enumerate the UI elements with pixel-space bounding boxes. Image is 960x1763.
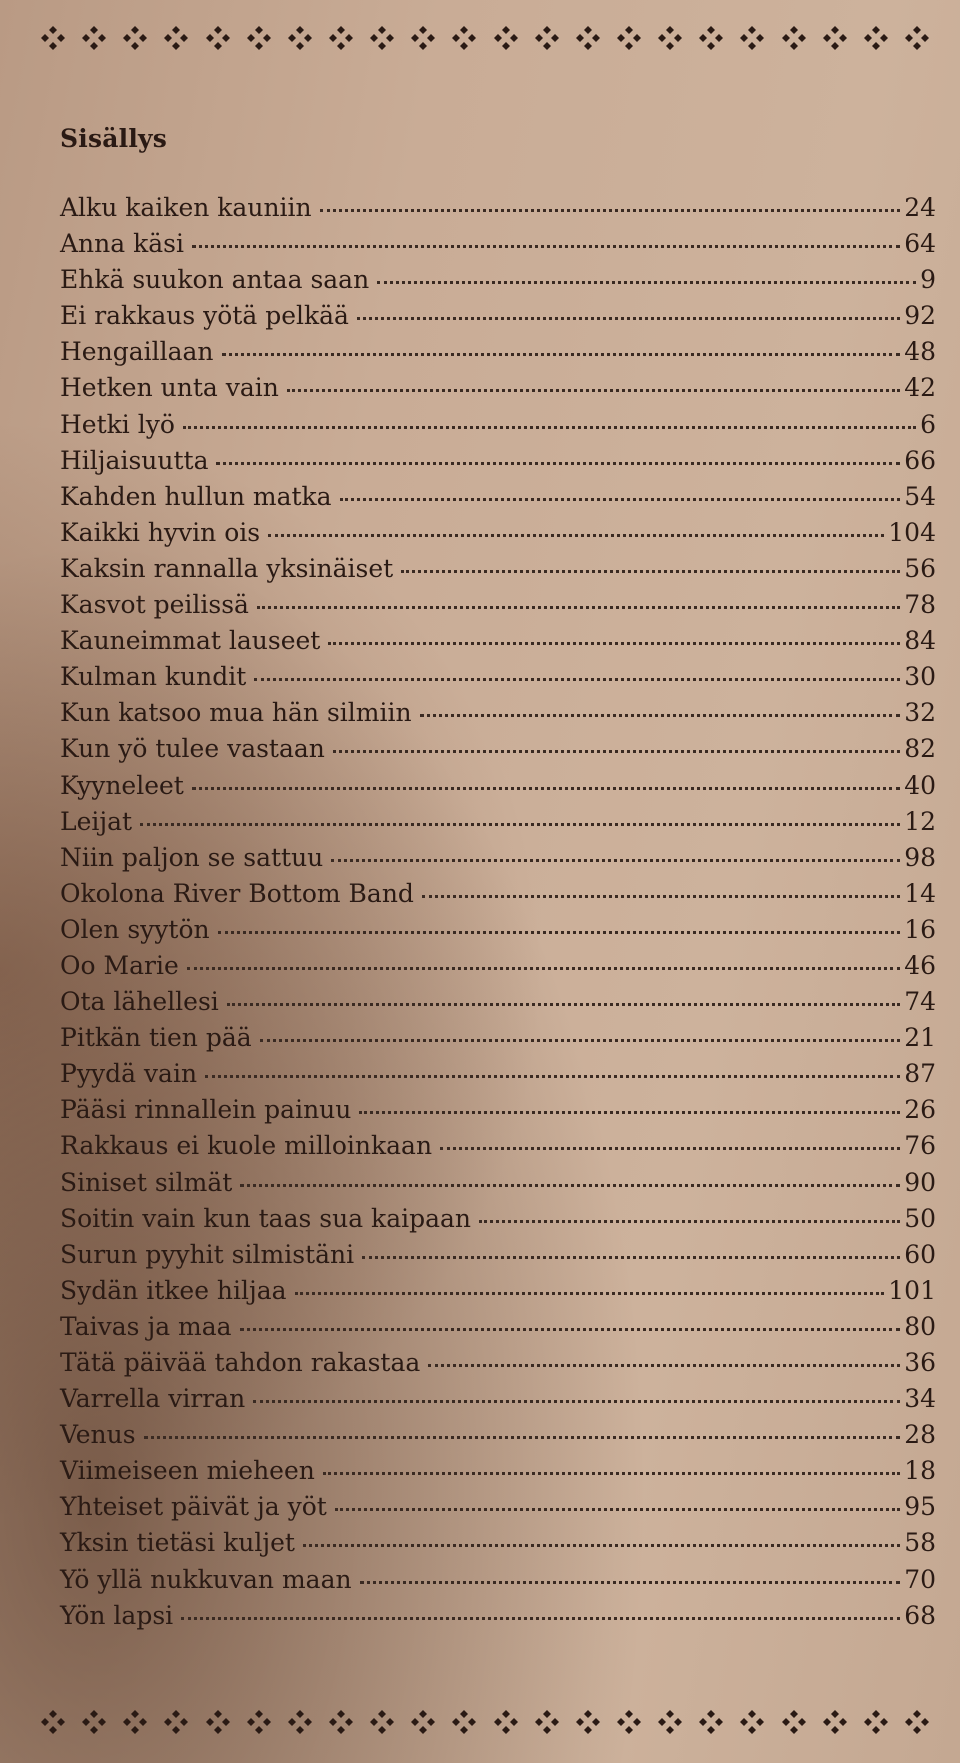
toc-entry-page-number: 48 <box>904 337 936 367</box>
four-diamond-cluster-icon <box>81 1709 107 1735</box>
toc-entry <box>60 840 936 876</box>
toc-entry-title: Olen syytön <box>60 914 210 944</box>
toc-entry <box>60 334 936 370</box>
four-diamond-cluster-icon <box>369 1709 395 1735</box>
toc-entry-title: Ehkä suukon antaa saan <box>60 265 370 295</box>
toc-entry <box>60 262 936 298</box>
dot-leader <box>227 1003 900 1006</box>
dot-leader <box>216 462 900 465</box>
toc-entry-title: Kun katsoo mua hän silmiin <box>60 698 412 728</box>
dot-leader <box>192 787 900 790</box>
bottom-ornament-border <box>40 1702 930 1742</box>
toc-entry <box>60 1056 936 1092</box>
four-diamond-cluster-icon <box>40 1709 66 1735</box>
table-of-contents <box>60 190 936 1634</box>
toc-entry <box>60 659 936 695</box>
toc-entry <box>60 948 936 984</box>
page-title: Sisällys <box>60 124 168 153</box>
toc-entry-title: Venus <box>60 1420 136 1450</box>
toc-entry <box>60 1598 936 1634</box>
toc-entry <box>60 768 936 804</box>
toc-entry-title: Hetki lyö <box>60 409 175 439</box>
toc-entry-title: Hiljaisuutta <box>60 445 209 475</box>
four-diamond-cluster-icon <box>205 1709 231 1735</box>
dot-leader <box>240 1328 901 1331</box>
dot-leader <box>362 1256 900 1259</box>
dot-leader <box>144 1436 901 1439</box>
dot-leader <box>187 967 900 970</box>
toc-entry-title: Taivas ja maa <box>60 1311 232 1341</box>
dot-leader <box>303 1544 900 1547</box>
toc-entry-page-number: 28 <box>904 1420 936 1450</box>
toc-entry-title: Kun yö tulee vastaan <box>60 734 325 764</box>
toc-entry-page-number: 30 <box>904 662 936 692</box>
four-diamond-cluster-icon <box>328 25 354 51</box>
toc-entry-title: Surun pyyhit silmistäni <box>60 1239 355 1269</box>
toc-entry-page-number: 26 <box>904 1095 936 1125</box>
toc-entry-title: Sydän itkee hiljaa <box>60 1275 287 1305</box>
toc-entry <box>60 1381 936 1417</box>
dot-leader <box>218 931 901 934</box>
dot-leader <box>479 1220 900 1223</box>
toc-entry-title: Soitin vain kun taas sua kaipaan <box>60 1203 472 1233</box>
four-diamond-cluster-icon <box>328 1709 354 1735</box>
dot-leader <box>377 281 916 284</box>
toc-entry-page-number: 64 <box>904 229 936 259</box>
four-diamond-cluster-icon <box>904 25 930 51</box>
four-diamond-cluster-icon <box>122 1709 148 1735</box>
four-diamond-cluster-icon <box>493 25 519 51</box>
dot-leader <box>192 245 900 248</box>
toc-entry <box>60 515 936 551</box>
dot-leader <box>268 534 884 537</box>
toc-entry-title: Niin paljon se sattuu <box>60 842 324 872</box>
toc-entry-title: Tätä päivää tahdon rakastaa <box>60 1348 421 1377</box>
toc-entry-page-number: 50 <box>904 1203 936 1233</box>
top-ornament-border <box>40 18 930 58</box>
four-diamond-cluster-icon <box>739 1709 765 1735</box>
toc-entry-title: Anna käsi <box>60 229 184 259</box>
toc-entry-page-number: 98 <box>904 842 936 872</box>
toc-entry-title: Yksin tietäsi kuljet <box>60 1528 295 1558</box>
dot-leader <box>205 1075 900 1078</box>
toc-entry-page-number: 87 <box>904 1059 936 1089</box>
toc-entry-page-number: 101 <box>888 1275 936 1305</box>
four-diamond-cluster-icon <box>163 25 189 51</box>
toc-entry-page-number: 12 <box>904 806 936 836</box>
four-diamond-cluster-icon <box>534 1709 560 1735</box>
toc-entry-page-number: 84 <box>904 626 936 656</box>
toc-entry-title: Kasvot peilissä <box>60 590 249 620</box>
four-diamond-cluster-icon <box>369 25 395 51</box>
four-diamond-cluster-icon <box>410 1709 436 1735</box>
four-diamond-cluster-icon <box>616 25 642 51</box>
four-diamond-cluster-icon <box>246 1709 272 1735</box>
dot-leader <box>422 895 900 898</box>
dot-leader <box>183 426 916 429</box>
four-diamond-cluster-icon <box>246 25 272 51</box>
four-diamond-cluster-icon <box>657 1709 683 1735</box>
toc-entry-title: Hetken unta vain <box>60 373 279 403</box>
toc-entry-title: Yö yllä nukkuvan maan <box>60 1564 352 1594</box>
four-diamond-cluster-icon <box>822 25 848 51</box>
toc-entry-page-number: 14 <box>904 878 936 908</box>
toc-entry <box>60 443 936 479</box>
toc-entry-title: Kaksin rannalla yksinäiset <box>60 553 394 583</box>
toc-entry-title: Pitkän tien pää <box>60 1023 252 1053</box>
toc-entry <box>60 804 936 840</box>
dot-leader <box>420 714 901 717</box>
toc-entry-title: Yön lapsi <box>60 1600 174 1630</box>
toc-entry-page-number: 42 <box>904 373 936 403</box>
toc-entry <box>60 1128 936 1164</box>
toc-entry <box>60 226 936 262</box>
toc-entry <box>60 1273 936 1309</box>
toc-entry <box>60 695 936 731</box>
toc-entry <box>60 479 936 515</box>
toc-entry-title: Pyydä vain <box>60 1059 198 1089</box>
four-diamond-cluster-icon <box>781 1709 807 1735</box>
toc-entry-title: Yhteiset päivät ja yöt <box>60 1492 327 1522</box>
toc-entry-title: Ei rakkaus yötä pelkää <box>60 301 349 331</box>
four-diamond-cluster-icon <box>493 1709 519 1735</box>
four-diamond-cluster-icon <box>863 1709 889 1735</box>
toc-entry <box>60 1165 936 1201</box>
toc-entry-title: Hengaillaan <box>60 337 214 367</box>
dot-leader <box>181 1617 900 1620</box>
four-diamond-cluster-icon <box>410 25 436 51</box>
toc-entry-page-number: 9 <box>920 265 936 295</box>
toc-entry <box>60 912 936 948</box>
toc-entry <box>60 1092 936 1128</box>
dot-leader <box>295 1292 885 1295</box>
four-diamond-cluster-icon <box>575 25 601 51</box>
toc-entry <box>60 876 936 912</box>
toc-entry-page-number: 80 <box>904 1311 936 1341</box>
four-diamond-cluster-icon <box>451 1709 477 1735</box>
toc-entry-title: Kaikki hyvin ois <box>60 517 261 547</box>
toc-entry-page-number: 90 <box>904 1167 936 1197</box>
dot-leader <box>260 1039 901 1042</box>
four-diamond-cluster-icon <box>863 25 889 51</box>
dot-leader <box>240 1184 900 1187</box>
dot-leader <box>254 678 900 681</box>
toc-entry <box>60 1237 936 1273</box>
four-diamond-cluster-icon <box>657 25 683 51</box>
toc-entry-page-number: 32 <box>904 698 936 728</box>
toc-entry-page-number: 78 <box>904 590 936 620</box>
four-diamond-cluster-icon <box>698 25 724 51</box>
four-diamond-cluster-icon <box>122 25 148 51</box>
toc-entry-title: Kauneimmat lauseet <box>60 626 321 656</box>
four-diamond-cluster-icon <box>904 1709 930 1735</box>
dot-leader <box>222 353 901 356</box>
toc-entry-page-number: 6 <box>920 409 936 439</box>
toc-entry-page-number: 60 <box>904 1239 936 1269</box>
toc-entry-page-number: 68 <box>904 1600 936 1630</box>
toc-entry-page-number: 40 <box>904 770 936 800</box>
toc-entry <box>60 1562 936 1598</box>
toc-entry-title: Leijat <box>60 806 133 836</box>
toc-entry-title: Okolona River Bottom Band <box>60 878 414 908</box>
toc-entry <box>60 1020 936 1056</box>
toc-entry-title: Kulman kundit <box>60 662 247 692</box>
four-diamond-cluster-icon <box>575 1709 601 1735</box>
toc-entry <box>60 587 936 623</box>
toc-entry-page-number: 66 <box>904 445 936 475</box>
four-diamond-cluster-icon <box>205 25 231 51</box>
toc-entry <box>60 407 936 443</box>
toc-entry-page-number: 34 <box>904 1384 936 1414</box>
four-diamond-cluster-icon <box>822 1709 848 1735</box>
toc-entry <box>60 1489 936 1525</box>
toc-entry-page-number: 58 <box>904 1528 936 1558</box>
toc-entry-title: Viimeiseen mieheen <box>60 1456 315 1486</box>
toc-entry-page-number: 76 <box>904 1131 936 1161</box>
toc-entry <box>60 1201 936 1237</box>
four-diamond-cluster-icon <box>287 25 313 51</box>
four-diamond-cluster-icon <box>739 25 765 51</box>
toc-entry-page-number: 21 <box>904 1023 936 1053</box>
dot-leader <box>253 1400 900 1403</box>
four-diamond-cluster-icon <box>40 25 66 51</box>
dot-leader <box>335 1508 900 1511</box>
toc-entry-title: Pääsi rinnallein painuu <box>60 1095 352 1125</box>
toc-entry-page-number: 70 <box>904 1564 936 1594</box>
toc-entry-page-number: 92 <box>904 301 936 331</box>
four-diamond-cluster-icon <box>451 25 477 51</box>
toc-entry-title: Alku kaiken kauniin <box>60 193 312 222</box>
toc-entry <box>60 190 936 226</box>
toc-entry <box>60 1345 936 1381</box>
toc-entry-title: Varrella virran <box>60 1384 246 1414</box>
toc-entry-title: Rakkaus ei kuole milloinkaan <box>60 1131 433 1161</box>
toc-entry <box>60 298 936 334</box>
toc-entry <box>60 1525 936 1561</box>
four-diamond-cluster-icon <box>81 25 107 51</box>
four-diamond-cluster-icon <box>163 1709 189 1735</box>
dot-leader <box>428 1364 900 1367</box>
toc-entry-title: Ota lähellesi <box>60 987 219 1017</box>
dot-leader <box>359 1111 900 1114</box>
toc-entry-page-number: 82 <box>904 734 936 764</box>
toc-entry-page-number: 54 <box>904 481 936 511</box>
toc-entry-page-number: 24 <box>904 193 936 222</box>
four-diamond-cluster-icon <box>534 25 560 51</box>
dot-leader <box>340 498 901 501</box>
toc-entry <box>60 731 936 767</box>
toc-entry <box>60 1453 936 1489</box>
dot-leader <box>257 606 900 609</box>
toc-entry-page-number: 46 <box>904 950 936 980</box>
toc-entry-title: Kahden hullun matka <box>60 481 332 511</box>
toc-entry-title: Kyyneleet <box>60 770 184 800</box>
dot-leader <box>328 642 900 645</box>
dot-leader <box>440 1147 900 1150</box>
four-diamond-cluster-icon <box>698 1709 724 1735</box>
toc-entry <box>60 984 936 1020</box>
toc-entry-page-number: 56 <box>904 553 936 583</box>
dot-leader <box>333 750 900 753</box>
toc-entry-title: Oo Marie <box>60 950 179 980</box>
toc-entry-page-number: 104 <box>888 517 936 547</box>
four-diamond-cluster-icon <box>287 1709 313 1735</box>
dot-leader <box>401 570 900 573</box>
toc-entry-page-number: 18 <box>904 1456 936 1486</box>
dot-leader <box>140 823 900 826</box>
toc-entry <box>60 1309 936 1345</box>
toc-entry <box>60 551 936 587</box>
toc-entry <box>60 370 936 406</box>
four-diamond-cluster-icon <box>781 25 807 51</box>
dot-leader <box>323 1472 900 1475</box>
toc-entry-page-number: 74 <box>904 987 936 1017</box>
dot-leader <box>320 209 901 212</box>
dot-leader <box>357 317 900 320</box>
dot-leader <box>331 859 900 862</box>
toc-entry-title: Siniset silmät <box>60 1167 233 1197</box>
dot-leader <box>287 389 900 392</box>
dot-leader <box>360 1581 901 1584</box>
toc-entry-page-number: 36 <box>904 1348 936 1377</box>
toc-entry-page-number: 95 <box>904 1492 936 1522</box>
toc-entry-page-number: 16 <box>904 914 936 944</box>
toc-entry <box>60 623 936 659</box>
four-diamond-cluster-icon <box>616 1709 642 1735</box>
toc-entry <box>60 1417 936 1453</box>
